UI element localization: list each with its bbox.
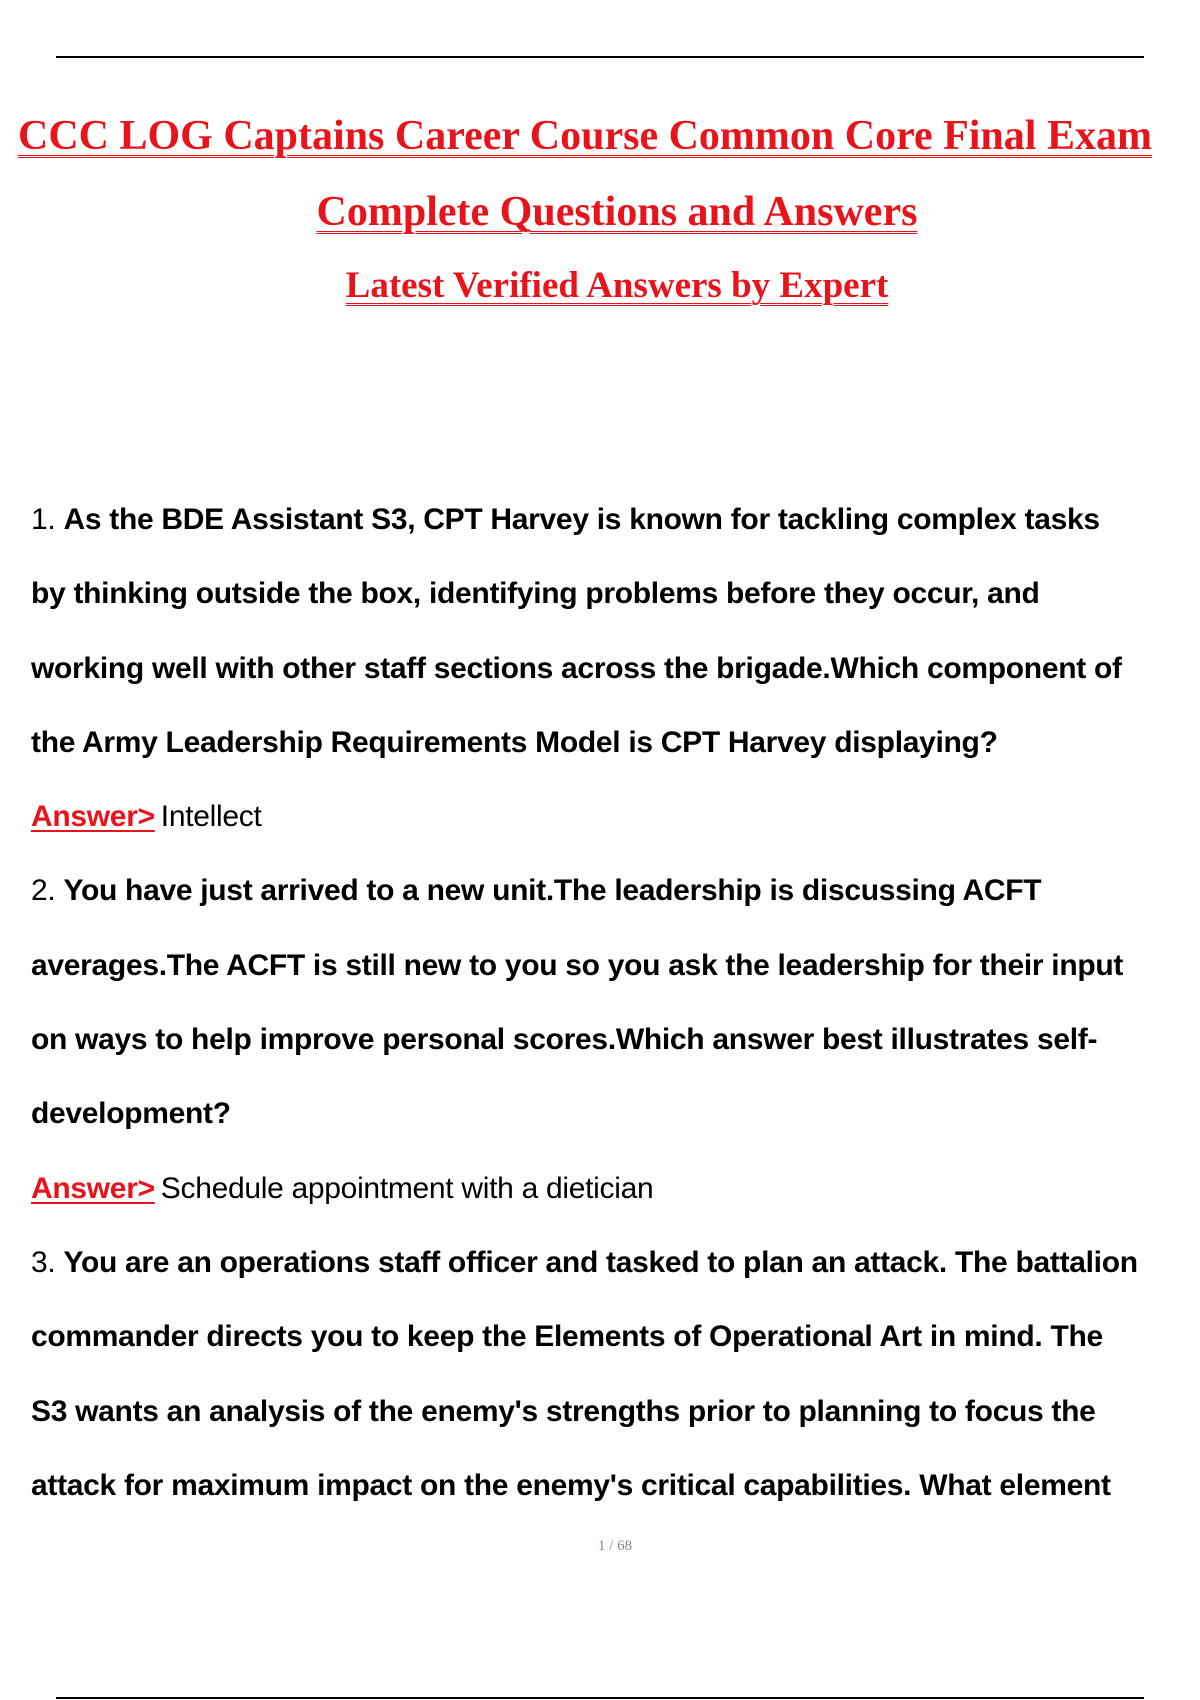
question-text: As the BDE Assistant S3, CPT Harvey is known for tackling complex tasks: [63, 503, 1100, 536]
document-title: [0, 98, 1200, 322]
answer-2: [31, 1152, 1200, 1226]
question-1-line-2: by thinking outside the box, identifying problems before they occur, and: [31, 577, 1040, 611]
answer-label: Answer>: [31, 800, 155, 834]
question-number: 3.: [31, 1245, 56, 1279]
question-3-line-1: [31, 1226, 1200, 1300]
question-3-line-2: commander directs you to keep the Elements of Operational Art in mind. The: [31, 1320, 1103, 1354]
question-1-line-4: the Army Leadership Requirements Model is CPT Harvey displaying?: [31, 725, 998, 759]
page-number: 1 / 68: [597, 1538, 633, 1554]
questions-content: [31, 483, 1200, 1523]
title-line-1: CCC LOG Captains Career Course Common Core Final Exam: [18, 113, 1152, 159]
title-line-3: Latest Verified Answers by Expert: [345, 265, 889, 306]
title-line-2: Complete Questions and Answers: [316, 189, 918, 235]
bottom-rule: [56, 1697, 1144, 1699]
answer-label: Answer>: [31, 1171, 155, 1205]
question-number: 1.: [31, 503, 56, 536]
question-number: 2.: [31, 874, 56, 908]
answer-text: Intellect: [160, 800, 262, 834]
answer-text: Schedule appointment with a dietician: [160, 1171, 654, 1205]
question-2-line-3: on ways to help improve personal scores.Which answer best illustrates self-: [31, 1023, 1098, 1057]
question-text: You have just arrived to a new unit.The leadership is discussing ACFT: [63, 874, 1042, 908]
answer-1: [31, 780, 1200, 854]
question-2-line-2: averages.The ACFT is still new to you so you ask the leadership for their input: [31, 948, 1124, 982]
question-1-line-1: [31, 483, 1200, 557]
question-1-line-3: working well with other staff sections across the brigade.Which component of: [31, 651, 1122, 685]
question-text: You are an operations staff officer and tasked to plan an attack. The battalion: [63, 1245, 1138, 1279]
top-rule: [56, 56, 1144, 58]
question-3-line-4: attack for maximum impact on the enemy's critical capabilities. What element: [31, 1468, 1111, 1502]
question-2-line-4: development?: [31, 1097, 231, 1131]
question-3-line-3: S3 wants an analysis of the enemy's strengths prior to planning to focus the: [31, 1394, 1096, 1428]
question-2-line-1: [31, 854, 1200, 928]
